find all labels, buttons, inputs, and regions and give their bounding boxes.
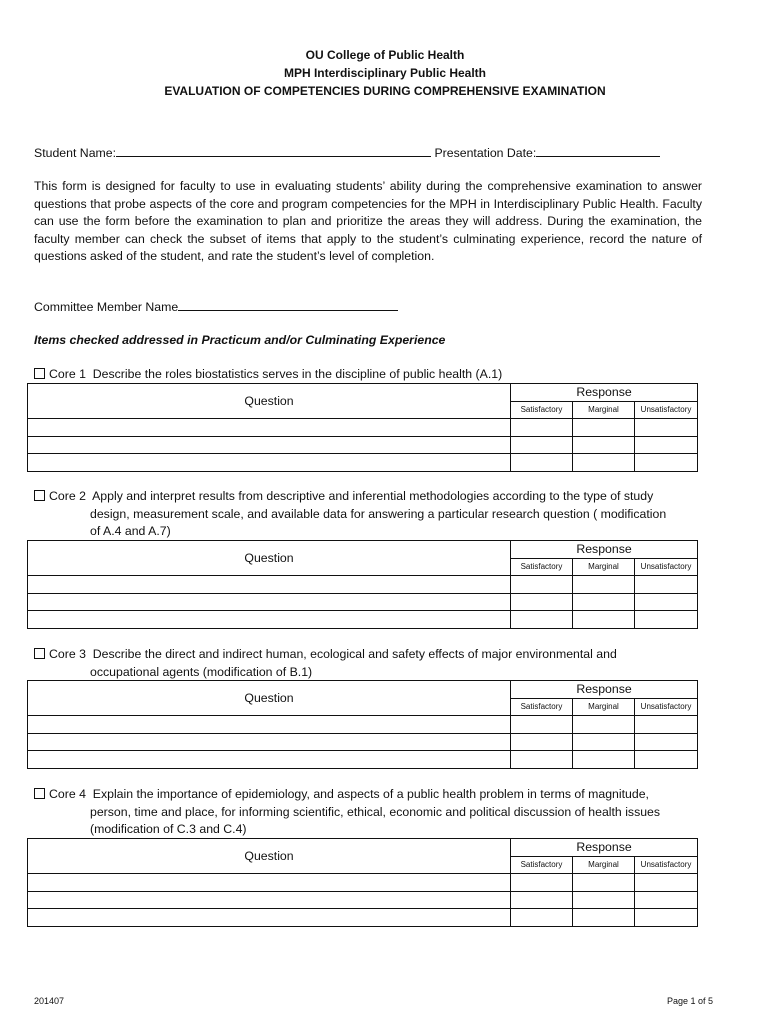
satisfactory-header: Satisfactory <box>511 558 573 576</box>
college-title: OU College of Public Health <box>305 48 465 62</box>
satisfactory-cell[interactable] <box>511 593 573 611</box>
question-cell[interactable] <box>28 436 511 454</box>
marginal-cell[interactable] <box>573 874 635 892</box>
marginal-header: Marginal <box>573 401 635 419</box>
intro-paragraph: This form is designed for faculty to use in evaluating students’ ability during the comprehensive examination to answer questions that probe aspects of the core and program competencies for the MPH in Interdisciplinary Public Health. Faculty can use the form before the examination to plan and prioritize the areas they will address. During the examination, the faculty member can check the subset of items that apply to the student’s culminating experience, record the nature of questions asked of the student, and rate the student’s level of completion. <box>34 179 702 263</box>
marginal-cell[interactable] <box>573 751 635 769</box>
core-4-table <box>27 838 698 927</box>
core-3 <box>34 646 702 681</box>
marginal-header: Marginal <box>573 856 635 874</box>
satisfactory-header: Satisfactory <box>511 401 573 419</box>
committee-row <box>34 298 398 314</box>
question-cell[interactable] <box>28 733 511 751</box>
core-1-table <box>27 383 698 472</box>
core-text-line: (modification of C.3 and C.4) <box>90 822 247 836</box>
question-header: Question <box>28 541 511 576</box>
core-label: Core 4 <box>49 787 86 801</box>
marginal-cell[interactable] <box>573 593 635 611</box>
core-text-line: Explain the importance of epidemiology, and aspects of a public health problem in terms of magnitude, <box>92 787 649 801</box>
table-row <box>28 454 698 472</box>
form-title: EVALUATION OF COMPETENCIES DURING COMPREHENSIVE EXAMINATION <box>164 84 606 98</box>
unsatisfactory-cell[interactable] <box>635 576 698 594</box>
unsatisfactory-cell[interactable] <box>635 751 698 769</box>
question-header: Question <box>28 839 511 874</box>
table-row <box>28 419 698 437</box>
marginal-cell[interactable] <box>573 611 635 629</box>
core-label: Core 2 <box>49 489 86 503</box>
question-header: Question <box>28 384 511 419</box>
student-name-label: Student Name: <box>34 146 117 160</box>
question-cell[interactable] <box>28 716 511 734</box>
form-code: 201407 <box>34 996 65 1006</box>
core-text-line: occupational agents (modification of B.1) <box>90 664 313 679</box>
core-text-line: design, measurement scale, and available data for answering a particular research question ( modification <box>90 506 667 521</box>
question-cell[interactable] <box>28 419 511 437</box>
question-cell[interactable] <box>28 891 511 909</box>
table-row <box>28 436 698 454</box>
unsatisfactory-header: Unsatisfactory <box>635 856 698 874</box>
committee-member-field[interactable] <box>178 298 398 311</box>
unsatisfactory-header: Unsatisfactory <box>635 698 698 716</box>
unsatisfactory-cell[interactable] <box>635 436 698 454</box>
satisfactory-cell[interactable] <box>511 874 573 892</box>
core-1 <box>34 366 702 384</box>
satisfactory-header: Satisfactory <box>511 856 573 874</box>
unsatisfactory-cell[interactable] <box>635 611 698 629</box>
core-4 <box>34 786 702 839</box>
unsatisfactory-cell[interactable] <box>635 593 698 611</box>
satisfactory-cell[interactable] <box>511 576 573 594</box>
program-title: MPH Interdisciplinary Public Health <box>283 66 487 80</box>
marginal-cell[interactable] <box>573 733 635 751</box>
question-cell[interactable] <box>28 454 511 472</box>
response-header: Response <box>511 681 698 699</box>
table-row <box>28 733 698 751</box>
response-header: Response <box>511 384 698 402</box>
table-row <box>28 611 698 629</box>
committee-member-label: Committee Member Name <box>34 300 179 314</box>
satisfactory-cell[interactable] <box>511 611 573 629</box>
presentation-date-label: Presentation Date: <box>434 146 537 160</box>
unsatisfactory-cell[interactable] <box>635 874 698 892</box>
question-cell[interactable] <box>28 576 511 594</box>
core-label: Core 3 <box>49 647 86 661</box>
question-cell[interactable] <box>28 593 511 611</box>
core-1-checkbox[interactable] <box>34 368 45 379</box>
satisfactory-cell[interactable] <box>511 454 573 472</box>
unsatisfactory-cell[interactable] <box>635 733 698 751</box>
unsatisfactory-header: Unsatisfactory <box>635 401 698 419</box>
table-row <box>28 751 698 769</box>
unsatisfactory-cell[interactable] <box>635 716 698 734</box>
core-text-line: Describe the roles biostatistics serves in the discipline of public health (A.1) <box>92 367 503 381</box>
satisfactory-cell[interactable] <box>511 751 573 769</box>
question-cell[interactable] <box>28 909 511 927</box>
response-header: Response <box>511 541 698 559</box>
table-row <box>28 576 698 594</box>
marginal-header: Marginal <box>573 698 635 716</box>
marginal-cell[interactable] <box>573 436 635 454</box>
core-2 <box>34 488 702 541</box>
marginal-cell[interactable] <box>573 891 635 909</box>
unsatisfactory-cell[interactable] <box>635 909 698 927</box>
presentation-date-field[interactable] <box>536 144 660 157</box>
satisfactory-cell[interactable] <box>511 716 573 734</box>
marginal-cell[interactable] <box>573 909 635 927</box>
items-heading: Items checked addressed in Practicum and/or Culminating Experience <box>34 333 446 347</box>
core-text-line: Describe the direct and indirect human, ecological and safety effects of major environmental and <box>92 647 617 661</box>
core-4-checkbox[interactable] <box>34 788 45 799</box>
table-row <box>28 891 698 909</box>
unsatisfactory-cell[interactable] <box>635 454 698 472</box>
question-header: Question <box>28 681 511 716</box>
marginal-cell[interactable] <box>573 716 635 734</box>
satisfactory-cell[interactable] <box>511 733 573 751</box>
student-name-field[interactable] <box>116 144 431 157</box>
core-2-checkbox[interactable] <box>34 490 45 501</box>
core-text-line: person, time and place, for informing scientific, ethical, economic and political discussion of health issues <box>90 804 661 819</box>
satisfactory-header: Satisfactory <box>511 698 573 716</box>
question-cell[interactable] <box>28 611 511 629</box>
satisfactory-cell[interactable] <box>511 891 573 909</box>
core-text-line: Apply and interpret results from descriptive and inferential methodologies according to the type of study <box>92 489 654 503</box>
question-cell[interactable] <box>28 751 511 769</box>
core-2-table <box>27 540 698 629</box>
core-3-table <box>27 680 698 769</box>
table-row <box>28 716 698 734</box>
unsatisfactory-header: Unsatisfactory <box>635 558 698 576</box>
table-row <box>28 593 698 611</box>
response-header: Response <box>511 839 698 857</box>
marginal-cell[interactable] <box>573 419 635 437</box>
marginal-header: Marginal <box>573 558 635 576</box>
core-3-checkbox[interactable] <box>34 648 45 659</box>
core-text-line: of A.4 and A.7) <box>90 524 171 538</box>
unsatisfactory-cell[interactable] <box>635 891 698 909</box>
satisfactory-cell[interactable] <box>511 419 573 437</box>
marginal-cell[interactable] <box>573 454 635 472</box>
table-row <box>28 909 698 927</box>
unsatisfactory-cell[interactable] <box>635 419 698 437</box>
table-row <box>28 874 698 892</box>
page-number: Page 1 of 5 <box>666 996 713 1006</box>
marginal-cell[interactable] <box>573 576 635 594</box>
student-row <box>34 144 660 160</box>
core-label: Core 1 <box>49 367 86 381</box>
satisfactory-cell[interactable] <box>511 909 573 927</box>
satisfactory-cell[interactable] <box>511 436 573 454</box>
question-cell[interactable] <box>28 874 511 892</box>
